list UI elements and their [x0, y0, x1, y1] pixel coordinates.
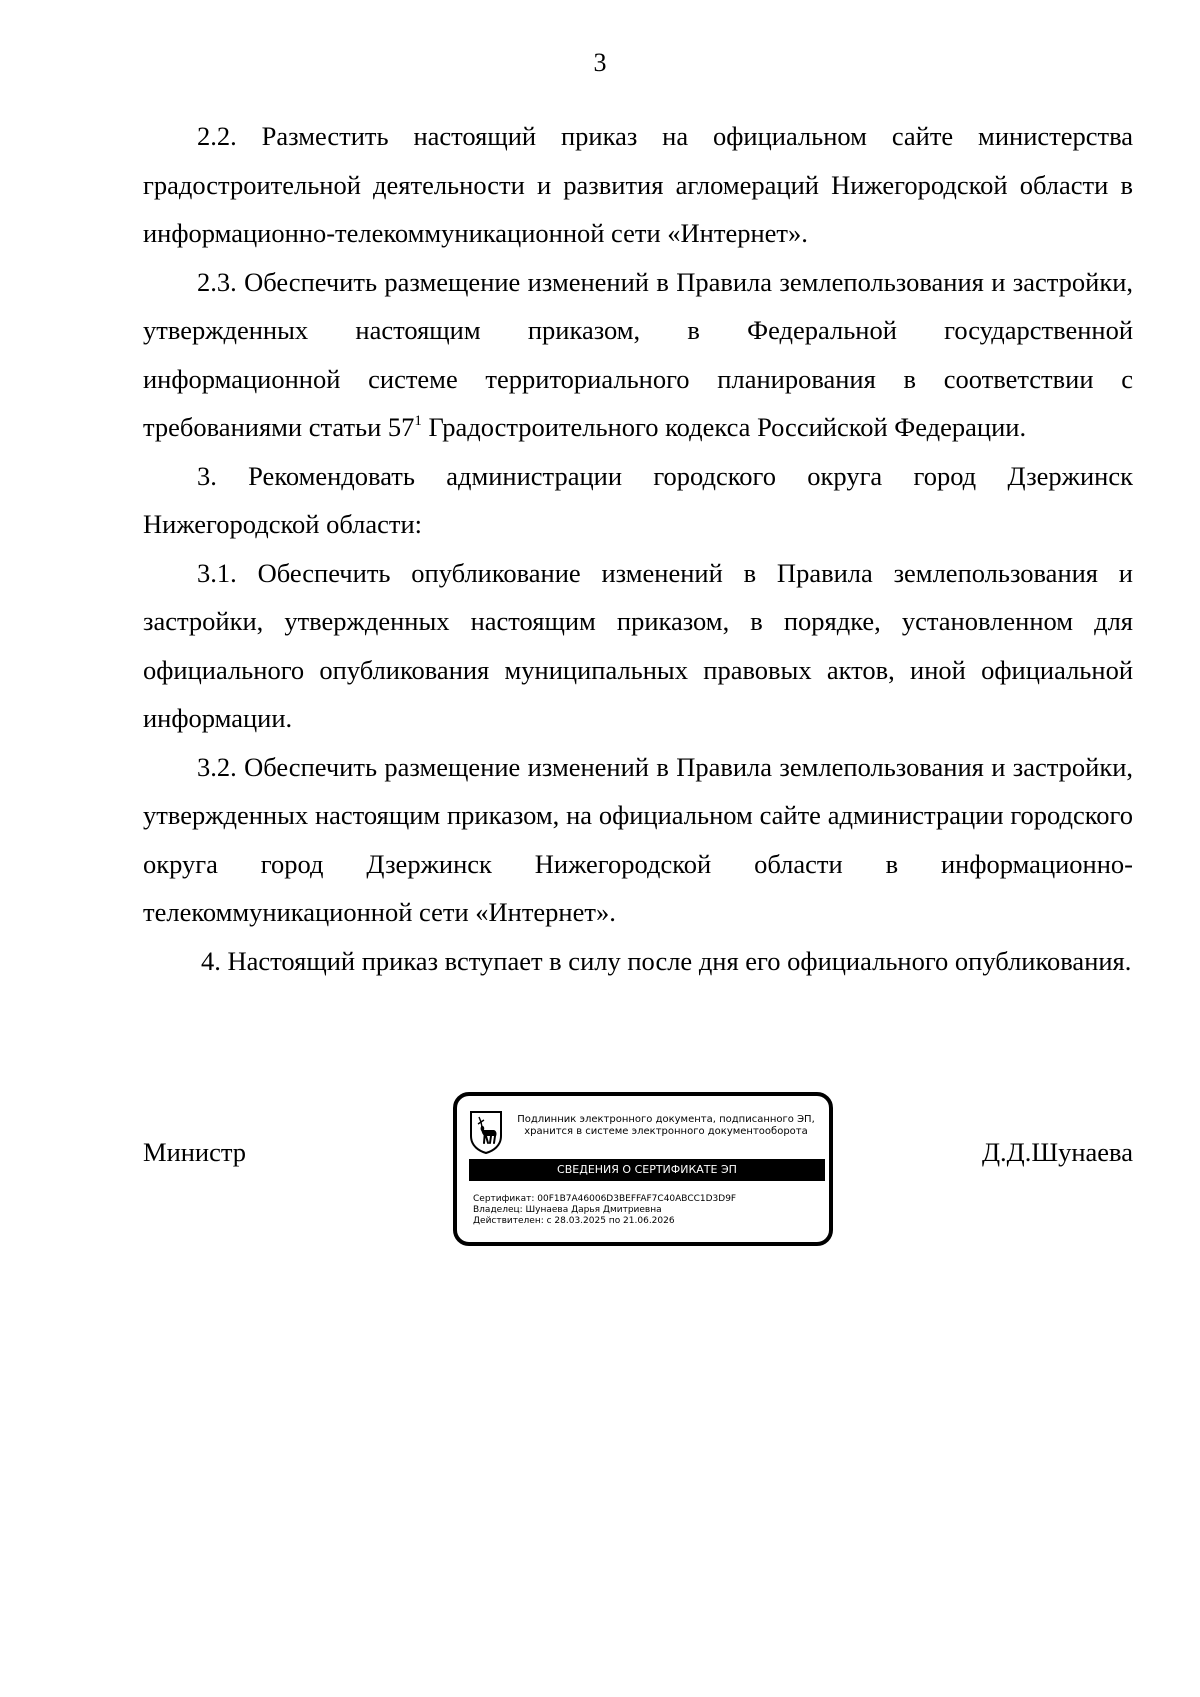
document-body [143, 112, 1133, 985]
paragraph-2-3 [143, 258, 1133, 452]
paragraph-4: 4. Настоящий приказ вступает в силу после дня его официального опубликования. [201, 945, 1132, 976]
certificate-number: Сертификат: 00F1B7A46006D3BEFFAF7C40ABCC1D3D9F [473, 1194, 737, 1204]
paragraph-2-3-text-end: Градостроительного кодекса Российской Федерации. [421, 412, 1027, 442]
paragraph-3-2: 3.2. Обеспечить размещение изменений в Правила землепользования и застройки, утвержденных настоящим приказом, на официальном сайте администрации городского округа город Дзержинск Нижегородской области в информационно-телекоммуникационной сети «Интернет». [143, 751, 1133, 927]
electronic-signature-stamp [453, 1092, 833, 1246]
signature-block [143, 1092, 1133, 1262]
certificate-details [473, 1194, 823, 1227]
paragraph-3-1: 3.1. Обеспечить опубликование изменений в Правила землепользования и застройки, утвержденных настоящим приказом, в порядке, установленном для официального опубликования муниципальных правовых актов, иной официальной информации. [143, 557, 1133, 733]
signatory-name: Д.Д.Шунаева [981, 1137, 1133, 1167]
stamp-header-line: хранится в системе электронного документооборота [524, 1126, 808, 1137]
deer-coat-of-arms-icon [469, 1110, 503, 1154]
certificate-validity: Действителен: с 28.03.2025 по 21.06.2026 [473, 1216, 675, 1226]
paragraph-2-2: 2.2. Разместить настоящий приказ на официальном сайте министерства градостроительной деятельности и развития агломераций Нижегородской области в информационно-телекоммуникационной сети «Интернет». [143, 121, 1133, 248]
page-number: 3 [593, 48, 607, 77]
paragraph-3: 3. Рекомендовать администрации городского округа город Дзержинск Нижегородской области: [143, 460, 1133, 539]
certificate-owner: Владелец: Шунаева Дарья Дмитриевна [473, 1205, 662, 1215]
paragraph-2-3-text: 2.3. Обеспечить размещение изменений в Правила землепользования и застройки, утвержденных настоящим приказом, в Федеральной государственной информационной системе территориального планирования в соответствии с требованиями статьи 57 [143, 266, 1133, 442]
stamp-header [507, 1114, 825, 1138]
stamp-header-line: Подлинник электронного документа, подписанного ЭП, [517, 1114, 815, 1125]
article-superscript: 1 [414, 413, 422, 429]
signatory-position: Министр [143, 1137, 247, 1167]
stamp-title-bar: СВЕДЕНИЯ О СЕРТИФИКАТЕ ЭП [469, 1159, 825, 1181]
